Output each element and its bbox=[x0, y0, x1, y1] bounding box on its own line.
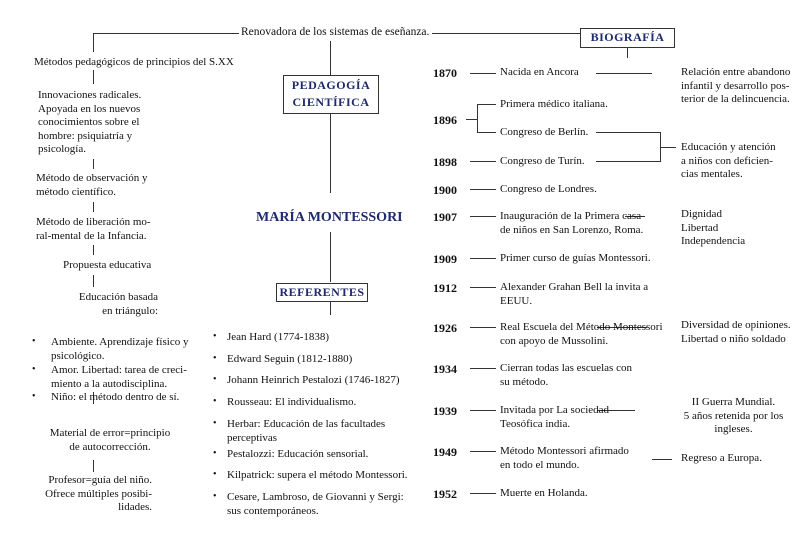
connector bbox=[470, 287, 496, 288]
bullet-item: Niño: el método dentro de sí. bbox=[51, 391, 180, 403]
connector bbox=[93, 245, 94, 255]
connector bbox=[470, 410, 496, 411]
timeline-event: Congreso de Berlín. bbox=[500, 126, 589, 138]
note-diversidad: Diversidad de opiniones. Libertad o niño soldado bbox=[681, 319, 791, 345]
innovaciones-text: Innovaciones radicales. Apoyada en los nuevos conocimientos sobre el hombre: psiquiatría y psicología. bbox=[38, 89, 142, 155]
timeline-event: Invitada por La sociedad Teosófica india. bbox=[500, 404, 610, 430]
connector bbox=[330, 113, 331, 193]
biografia-title: BIOGRAFÍA bbox=[580, 28, 675, 48]
top-label: Renovadora de los sistemas de eseñanza. bbox=[241, 26, 430, 38]
bullet-dot: • bbox=[32, 364, 36, 375]
connector bbox=[596, 73, 652, 74]
connector bbox=[330, 301, 331, 315]
propuesta-text: Propuesta educativa bbox=[63, 259, 152, 271]
connector bbox=[652, 459, 672, 460]
referente-item: Johann Heinrich Pestalozi (1746-1827) bbox=[227, 374, 400, 386]
connector bbox=[596, 132, 660, 133]
bullet-dot: • bbox=[32, 391, 36, 402]
material-text: Material de error=principio de autocorrección. bbox=[49, 427, 171, 453]
timeline-event: Muerte en Holanda. bbox=[500, 487, 588, 499]
connector bbox=[93, 202, 94, 212]
timeline-event: Primer curso de guías Montessori. bbox=[500, 252, 651, 264]
referente-item: Rousseau: El individualismo. bbox=[227, 396, 357, 408]
bullet-dot: • bbox=[213, 418, 217, 429]
connector bbox=[596, 161, 660, 162]
timeline-year: 1896 bbox=[433, 113, 457, 127]
bullet-dot: • bbox=[213, 331, 217, 342]
connector bbox=[470, 368, 496, 369]
referente-item: Cesare, Lambroso, de Giovanni y Sergi: sus contemporáneos. bbox=[227, 491, 404, 517]
note-dignidad: Dignidad Libertad Independencia bbox=[681, 208, 746, 247]
note-educacion-atencion: Educación y atención a niños con deficien- cias mentales. bbox=[681, 141, 776, 180]
timeline-event: Congreso de Turín. bbox=[500, 155, 585, 167]
bullet-item: Ambiente. Aprendizaje físico y psicológico. bbox=[51, 336, 189, 362]
bullet-dot: • bbox=[32, 336, 36, 347]
connector bbox=[93, 70, 94, 84]
referentes-title: REFERENTES bbox=[276, 283, 368, 302]
connector bbox=[466, 119, 477, 120]
timeline-event: Cierran todas las escuelas con su método. bbox=[500, 362, 632, 388]
referente-item: Edward Seguin (1812-1880) bbox=[227, 353, 353, 365]
bullet-item: Amor. Libertad: tarea de creci- miento a la autodisciplina. bbox=[51, 364, 187, 390]
connector bbox=[470, 189, 496, 190]
pedagogia-title: PEDAGOGÍA CIENTÍFICA bbox=[283, 75, 379, 114]
connector bbox=[470, 216, 496, 217]
metodos-text: Métodos pedagógicos de principios del S.XX bbox=[34, 56, 234, 68]
referente-item: Jean Hard (1774-1838) bbox=[227, 331, 330, 343]
connector bbox=[477, 104, 478, 132]
bullet-dot: • bbox=[213, 491, 217, 502]
connector bbox=[470, 327, 496, 328]
timeline-event: Primera médico italiana. bbox=[500, 98, 608, 110]
referente-item: Kilpatrick: supera el método Montessori. bbox=[227, 469, 408, 481]
timeline-event: Congreso de Londres. bbox=[500, 183, 597, 195]
timeline-year: 1909 bbox=[433, 252, 457, 266]
bullet-dot: • bbox=[213, 353, 217, 364]
profesor-text: Profesor=guía del niño. Ofrece múltiples posibi- lidades. bbox=[45, 474, 152, 513]
bullet-dot: • bbox=[213, 374, 217, 385]
connector bbox=[93, 33, 94, 52]
referente-item: Pestalozzi: Educación sensorial. bbox=[227, 448, 369, 460]
connector bbox=[627, 48, 628, 58]
connector bbox=[93, 159, 94, 169]
main-title: MARÍA MONTESSORI bbox=[256, 210, 403, 225]
observacion-text: Método de observación y método científico. bbox=[36, 172, 148, 198]
timeline-year: 1907 bbox=[433, 210, 457, 224]
connector bbox=[330, 232, 331, 282]
bullet-dot: • bbox=[213, 448, 217, 459]
timeline-event: Nacida en Ancora bbox=[500, 66, 579, 78]
timeline-year: 1912 bbox=[433, 281, 457, 295]
timeline-event: Método Montessori afirmado en todo el mundo. bbox=[500, 445, 629, 471]
connector bbox=[477, 104, 496, 105]
timeline-year: 1939 bbox=[433, 404, 457, 418]
timeline-year: 1926 bbox=[433, 321, 457, 335]
timeline-year: 1952 bbox=[433, 487, 457, 501]
note-relacion: Relación entre abandono infantil y desarrollo pos- terior de la delincuencia. bbox=[681, 66, 791, 105]
timeline-year: 1898 bbox=[433, 155, 457, 169]
connector bbox=[432, 33, 580, 34]
timeline-event: Alexander Grahan Bell la invita a EEUU. bbox=[500, 281, 649, 307]
referente-item: Herbar: Educación de las facultades perceptivas bbox=[227, 418, 386, 444]
connector bbox=[470, 161, 496, 162]
connector bbox=[660, 147, 676, 148]
connector bbox=[470, 258, 496, 259]
educacion-text: Educación basada en triángulo: bbox=[78, 291, 158, 317]
note-regreso: Regreso a Europa. bbox=[681, 452, 762, 464]
connector bbox=[93, 33, 239, 34]
liberacion-text: Método de liberación mo- ral-mental de la Infancia. bbox=[36, 216, 151, 242]
timeline-year: 1934 bbox=[433, 362, 457, 376]
note-guerra: II Guerra Mundial. 5 años retenida por los ingleses. bbox=[683, 396, 784, 435]
timeline-event: Real Escuela del Método Montessori con apoyo de Mussolini. bbox=[500, 321, 663, 347]
connector bbox=[470, 451, 496, 452]
connector bbox=[330, 41, 331, 75]
timeline-year: 1870 bbox=[433, 66, 457, 80]
timeline-event: Inauguración de la Primera casa de niños en San Lorenzo, Roma. bbox=[500, 210, 644, 236]
bullet-dot: • bbox=[213, 469, 217, 480]
timeline-year: 1949 bbox=[433, 445, 457, 459]
timeline-year: 1900 bbox=[433, 183, 457, 197]
connector bbox=[93, 275, 94, 287]
connector bbox=[477, 132, 496, 133]
connector bbox=[470, 493, 496, 494]
connector bbox=[93, 460, 94, 472]
connector bbox=[470, 73, 496, 74]
bullet-dot: • bbox=[213, 396, 217, 407]
